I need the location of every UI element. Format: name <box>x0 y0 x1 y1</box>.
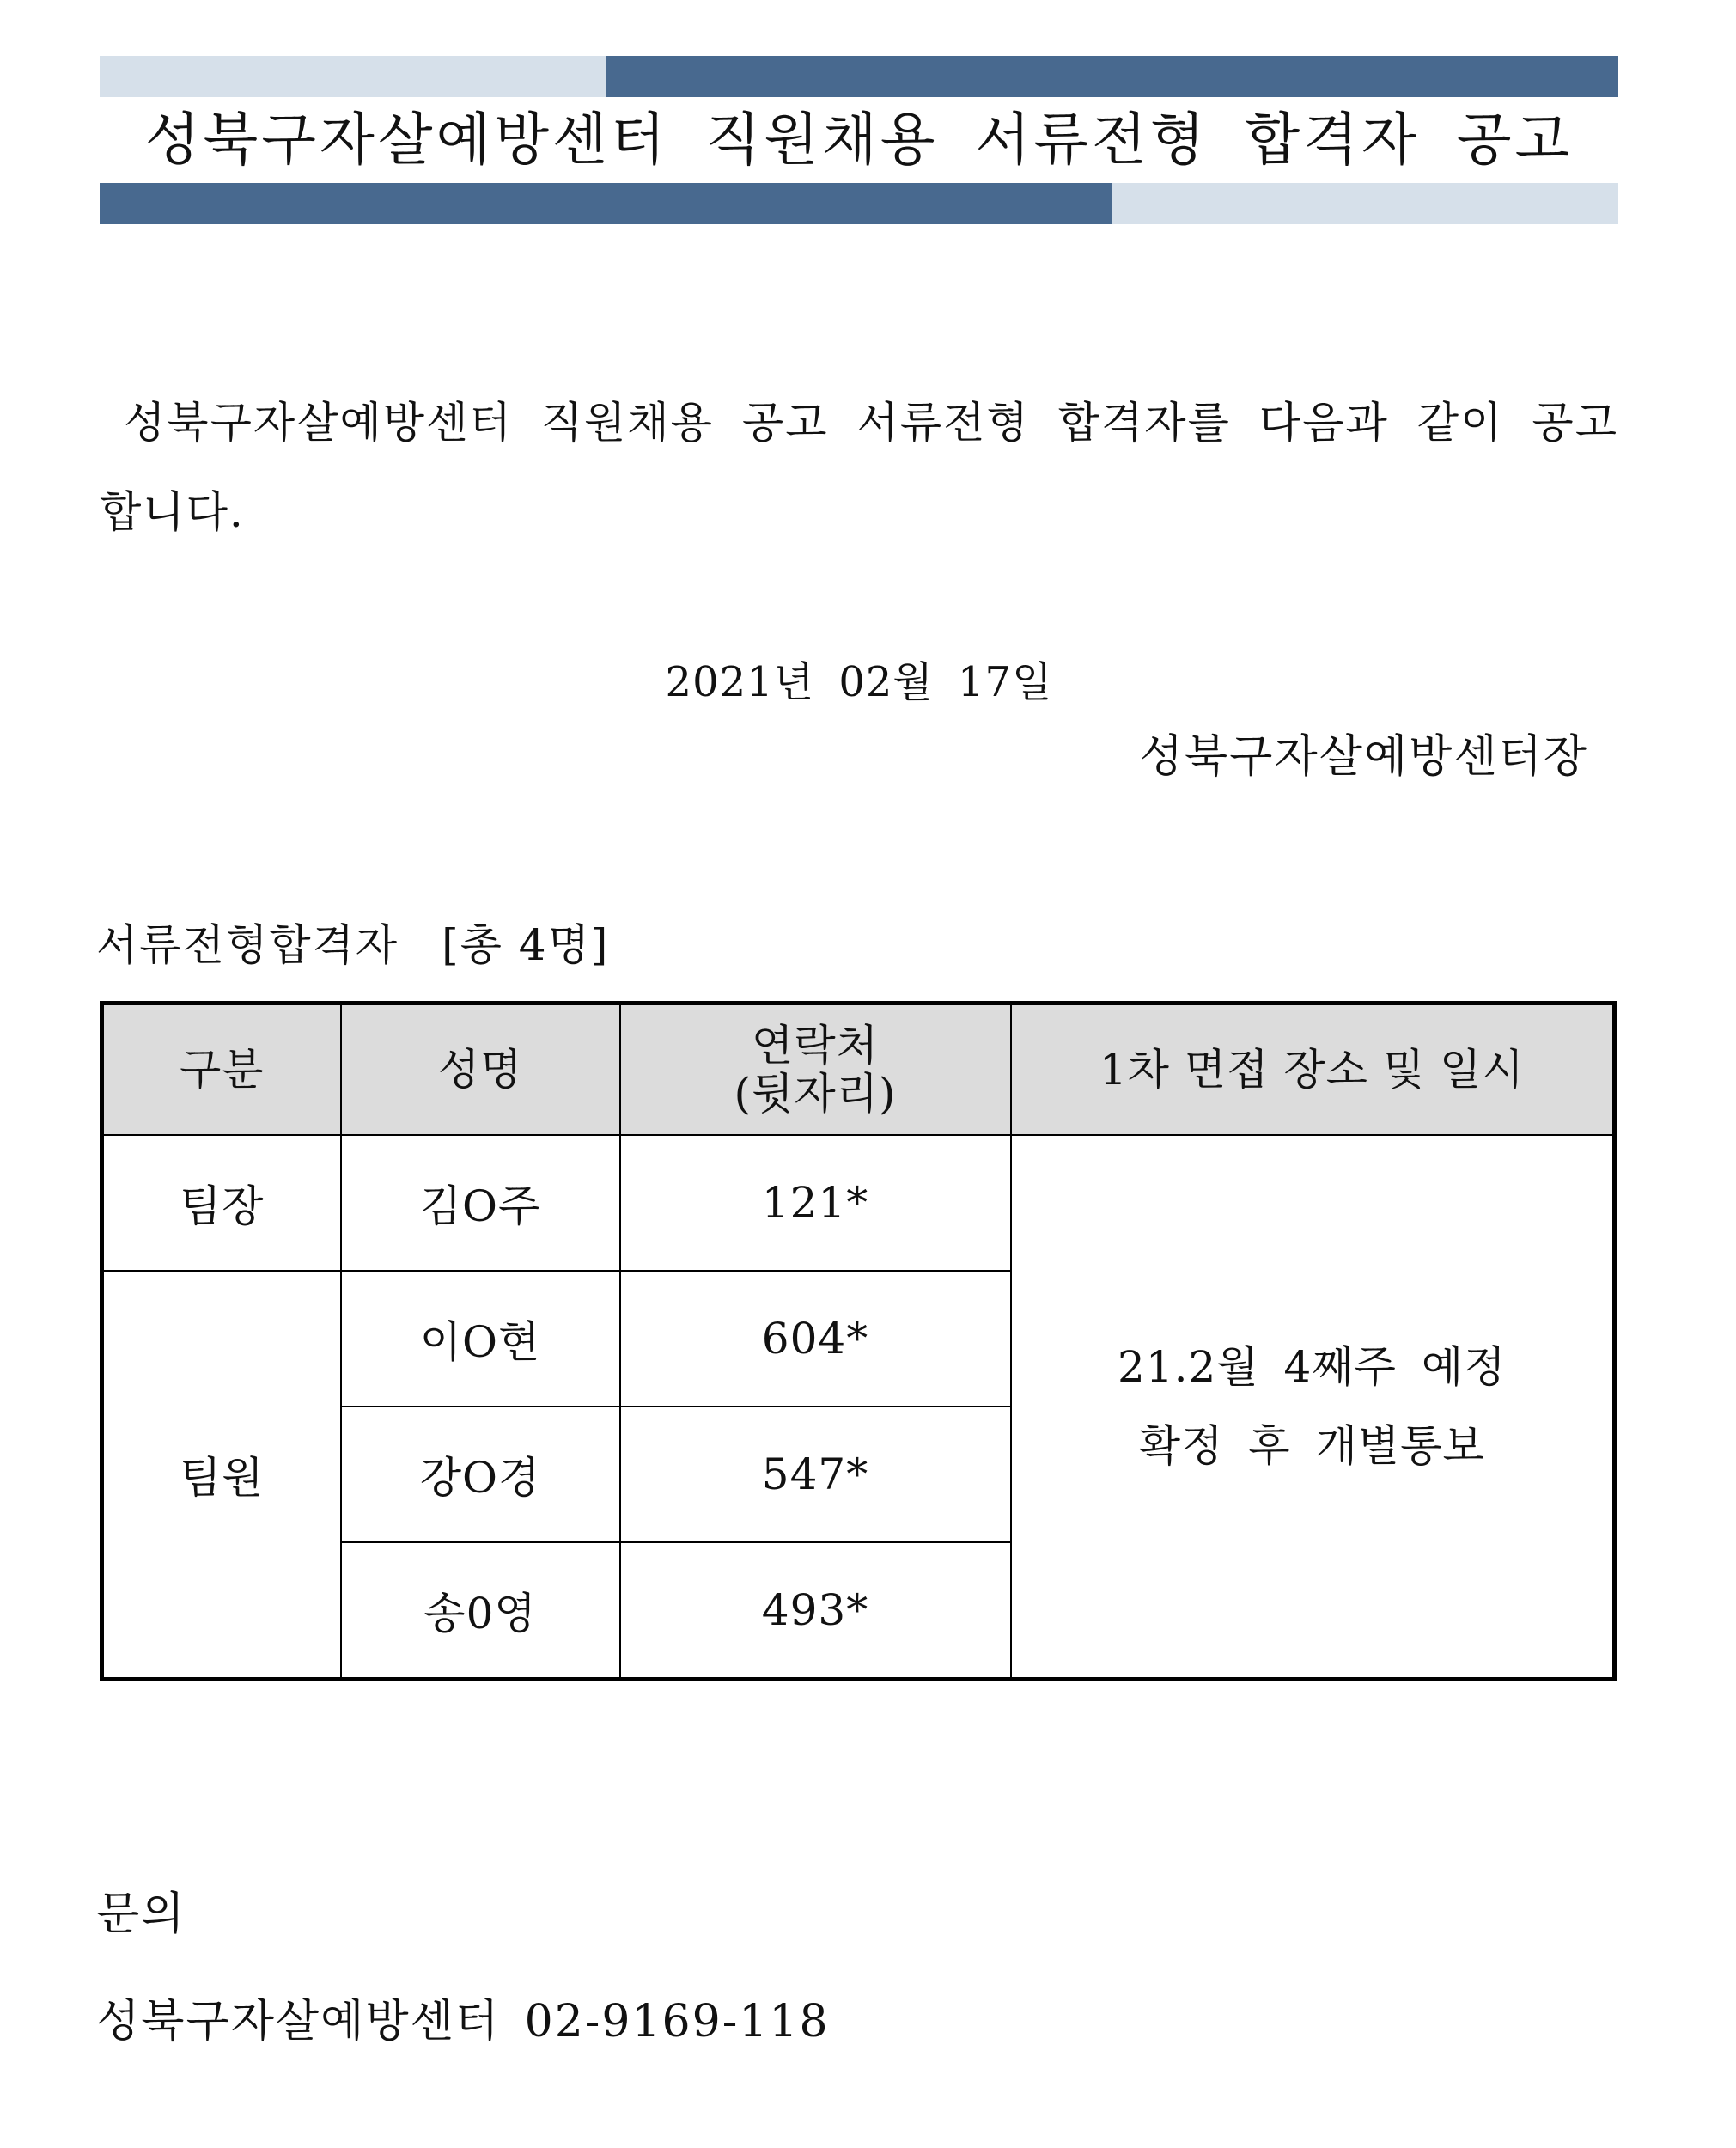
name-cell: 김O주 <box>341 1135 620 1271</box>
name-cell: 송0영 <box>341 1542 620 1680</box>
header-name: 성명 <box>341 1004 620 1136</box>
contact-line <box>96 1985 830 2049</box>
table-row <box>102 1135 1615 1271</box>
category-cell: 팀원 <box>102 1271 341 1680</box>
interview-line1: 21.2월 4째주 예정 <box>1118 1342 1507 1392</box>
signer: 성북구자살예방센터장 <box>1139 731 1588 783</box>
contact-cell: 604* <box>620 1271 1011 1407</box>
contact-cell: 493* <box>620 1542 1011 1680</box>
interview-line2: 확정 후 개별통보 <box>1138 1421 1485 1471</box>
list-count: [총 4명] <box>442 920 610 970</box>
interview-cell <box>1011 1135 1615 1680</box>
name-cell: 강O경 <box>341 1407 620 1542</box>
contact-phone: 02-9169-118 <box>524 1996 830 2047</box>
table-header-row <box>102 1004 1615 1136</box>
contact-org: 성북구자살예방센터 <box>96 1996 501 2047</box>
header-contact-line1: 연락처 <box>752 1021 879 1071</box>
header-contact-line2: (뒷자리) <box>734 1069 897 1119</box>
intro-paragraph: 성북구자살예방센터 직원채용 공고 서류전형 합격자를 다음과 같이 공고합니다. <box>100 398 1618 537</box>
category-cell: 팀장 <box>102 1135 341 1271</box>
contact-cell: 547* <box>620 1407 1011 1542</box>
results-table <box>100 1001 1617 1681</box>
name-cell: 이O현 <box>341 1271 620 1407</box>
document-title: 성북구자살예방센터 직원채용 서류전형 합격자 공고 <box>144 107 1574 173</box>
announcement-date: 2021년 02월 17일 <box>665 658 1053 706</box>
contact-heading: 문의 <box>96 1889 186 1940</box>
list-title: 서류전형합격자 <box>96 920 399 970</box>
title-bar-top-dark <box>606 56 1618 97</box>
title-bar-bottom-dark <box>100 183 1112 224</box>
list-heading <box>96 911 609 973</box>
title-bar-bottom-light <box>1112 183 1618 224</box>
title-bar-top-light <box>100 56 606 97</box>
header-category: 구분 <box>102 1004 341 1136</box>
header-contact <box>620 1004 1011 1136</box>
contact-cell: 121* <box>620 1135 1011 1271</box>
header-interview: 1차 면접 장소 및 일시 <box>1011 1004 1615 1136</box>
